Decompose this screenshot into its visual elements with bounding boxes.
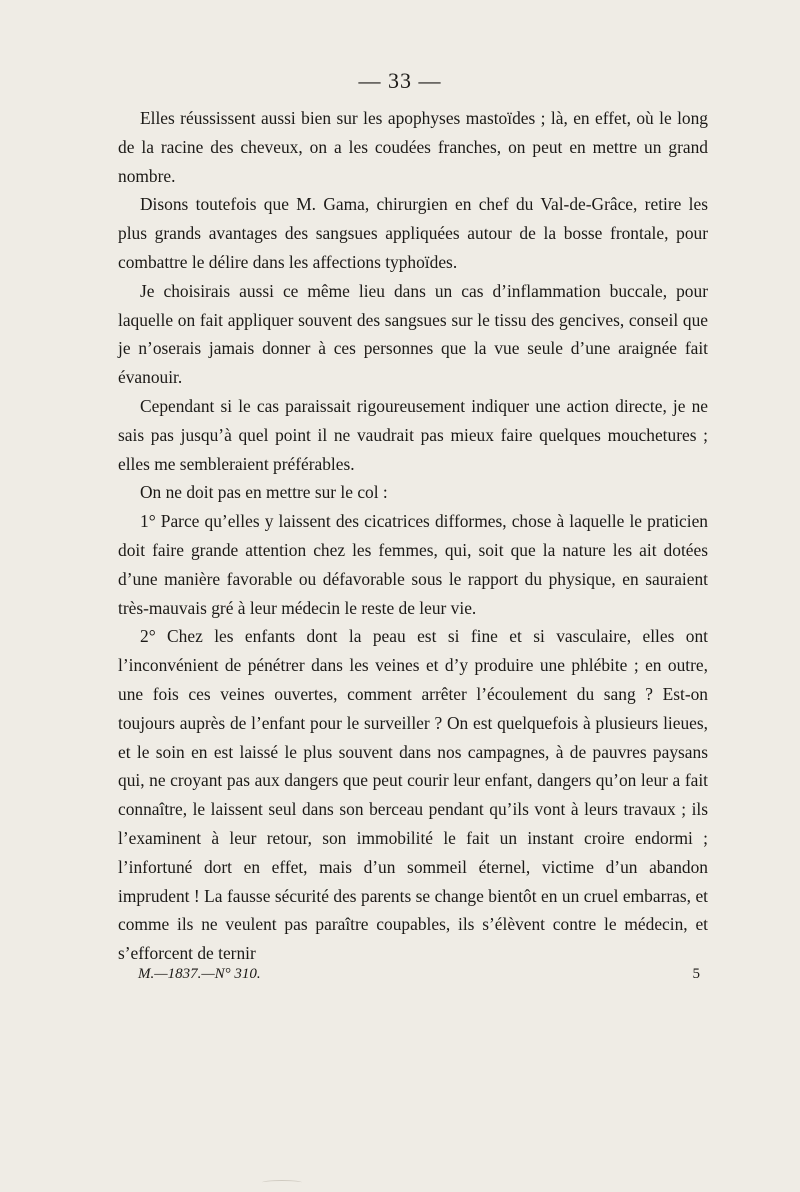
- paragraph: On ne doit pas en mettre sur le col :: [140, 482, 388, 503]
- sheet-number: 5: [692, 966, 700, 982]
- signature-mark: M.—1837.—N° 310.: [138, 966, 261, 982]
- page-footer: [118, 966, 708, 983]
- page-number: — 33 —: [358, 68, 442, 93]
- paragraph: Je choisirais aussi ce même lieu dans un cas d’inflammation buccale, pour laquelle on fait appliquer souvent des sangsues sur le tissu des gencives, conseil que je n’oserais jamais donner à ces personnes que la vue seule d’une araignée fait évanouir.: [118, 280, 708, 388]
- body-text: [118, 104, 708, 968]
- paragraph: 1° Parce qu’elles y laissent des cicatrices difformes, chose à laquelle le praticien doit faire grande attention chez les femmes, qui, soit que la nature les ait dotées d’une manière favorable ou défavorable sous le rapport du physique, en sauraient très-mauvais gré à leur médecin le reste de leur vie.: [118, 511, 708, 618]
- paragraph: Cependant si le cas paraissait rigoureusement indiquer une action directe, je ne sais pas jusqu’à quel point il ne vaudrait pas mieux faire quelques mouchetures ; elles me sembleraient préférables.: [118, 395, 708, 474]
- paragraph: Disons toutefois que M. Gama, chirurgien en chef du Val-de-Grâce, retire les plus grands avantages des sangsues appliquées autour de la bosse frontale, pour combattre le délire dans les affections typhoïdes.: [118, 194, 708, 272]
- paragraph: Elles réussissent aussi bien sur les apophyses mastoïdes ; là, en effet, où le long de la racine des cheveux, on a les coudées franches, on peut en mettre un grand nombre.: [118, 108, 708, 186]
- paragraph: 2° Chez les enfants dont la peau est si fine et si vasculaire, elles ont l’inconvénient de pénétrer dans les veines et d’y produire une phlébite ; en outre, une fois ces veines ouvertes, comment arrêter l’écoulement du sang ? Est-on toujours auprès de l’enfant pour le surveiller ? On est quelquefois à plusieurs lieues, et le soin en est laissé le plus souvent dans nos campagnes, à de pauvres paysans qui, ne croyant pas aux dangers que peut courir leur enfant, dangers qu’on leur a fait connaître, le laissent seul dans son berceau pendant qu’ils vont à leurs travaux ; ils l’examinent à leur retour, son immobilité le fait un instant croire endormi ; l’infortuné dort en effet, mais d’un sommeil éternel, victime d’un abandon imprudent ! La fausse sécurité des parents se change bientôt en un cruel embarras, et comme ils ne veulent pas paraître coupables, ils s’élèvent contre le médecin, et s’efforcent de ternir: [118, 626, 708, 964]
- paper-blemish: [262, 1180, 302, 1185]
